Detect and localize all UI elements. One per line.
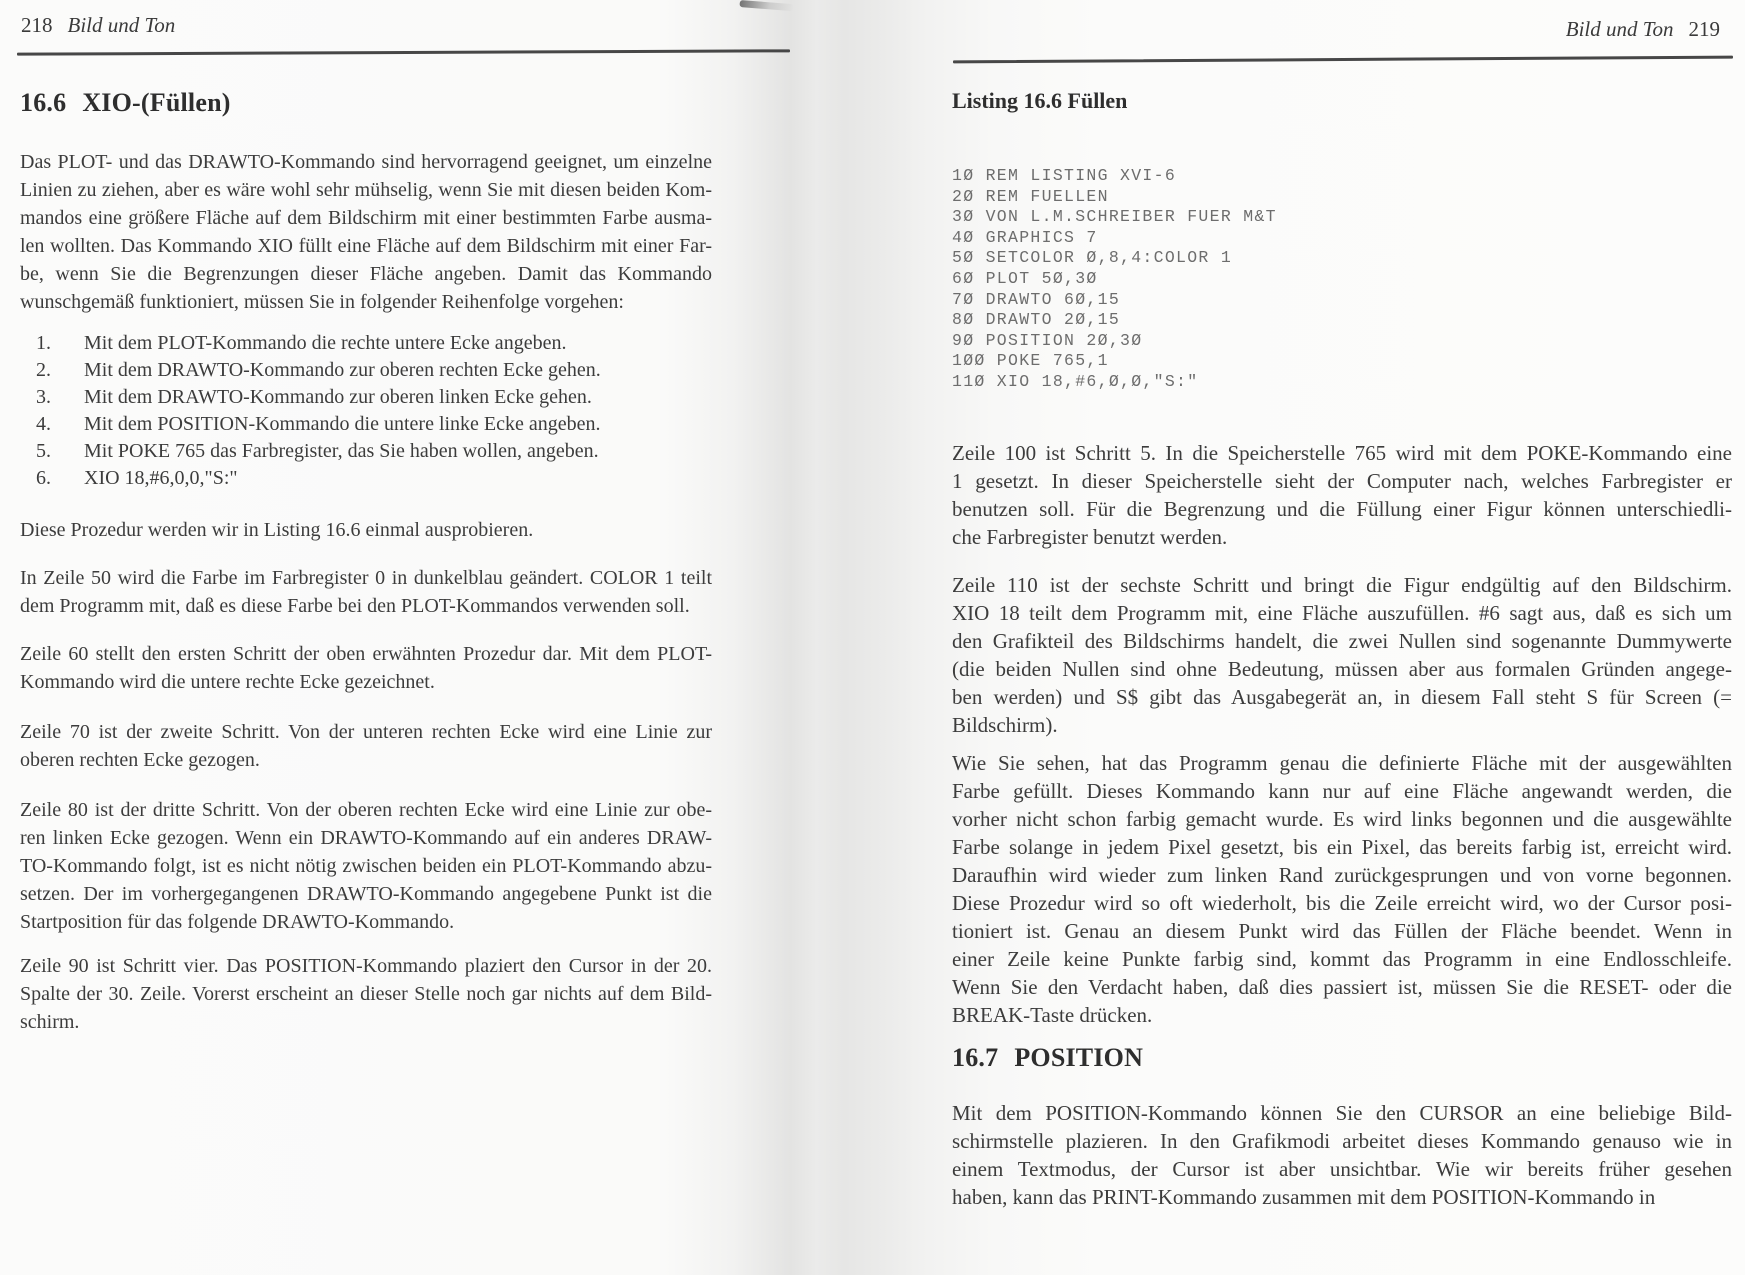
text-line: Zeile 110 ist der sechste Schritt und bringt die Figur endgültig auf den Bildschirm. [952, 572, 1732, 597]
text-line: schirmstelle plazieren. In den Grafikmodi arbeitet dieses Kommando genauso wie in [952, 1128, 1732, 1153]
list-item [20, 357, 712, 384]
text-line: haben, kann das PRINT-Kommando zusammen mit dem POSITION-Kommando in [952, 1184, 1656, 1209]
text-line: XIO 18 teilt dem Programm mit, eine Fläche auszufüllen. #6 sagt aus, daß es sich um [952, 600, 1732, 625]
list-item-number: 6. [36, 467, 51, 489]
text-line: 1ØØ POKE 765,1 [952, 351, 1109, 371]
paragraph-zeile-80 [20, 796, 712, 936]
text-line: wunschgemäß funktioniert, müssen Sie in folgender Reihenfolge vorgehen: [20, 291, 624, 313]
text-line: len wollten. Das Kommando XIO füllt eine Fläche auf dem Bildschirm mit einer Far- [20, 235, 712, 257]
text-line: Daraufhin wird wieder zum linken Rand zurückgesprungen und von vorne begonnen. [952, 862, 1732, 887]
list-item [20, 438, 712, 465]
list-item-text: Mit POKE 765 das Farbregister, das Sie haben wollen, angeben. [84, 440, 599, 462]
text-line: 1Ø REM LISTING XVI-6 [952, 166, 1177, 185]
section-heading-16-7 [952, 1043, 1732, 1073]
text-line: 7Ø DRAWTO 6Ø,15 [952, 289, 1121, 309]
list-item [20, 330, 712, 357]
paragraph-fill-explanation [952, 749, 1732, 1029]
text-line: mandos eine größere Fläche auf dem Bildschirm mit einer bestimmten Farbe ausma- [20, 207, 712, 229]
text-line: 5Ø SETCOLOR Ø,8,4:COLOR 1 [952, 248, 1233, 268]
list-item-number: 1. [36, 332, 51, 354]
right-page-content [952, 88, 1732, 1211]
text-line: (die beiden Nullen sind ohne Bedeutung, müssen aber aus formalen Gründen angege- [952, 656, 1732, 681]
text-line: 11Ø XIO 18,#6,Ø,Ø,"S:" [952, 371, 1199, 391]
text-line: 6Ø PLOT 5Ø,3Ø [952, 268, 1098, 288]
text-line: Startposition für das folgende DRAWTO-Kommando. [20, 911, 455, 933]
list-item-text: Mit dem DRAWTO-Kommando zur oberen linken Ecke gehen. [84, 386, 592, 408]
text-line: ben werden) und S$ gibt das Ausgabegerät an, in diesem Fall steht S für Screen (= [952, 684, 1732, 709]
paragraph-position-intro [952, 1099, 1732, 1211]
section-heading-16-6 [20, 88, 712, 118]
paragraph-listing-note: Diese Prozedur werden wir in Listing 16.6 einmal ausprobieren. [20, 519, 534, 541]
text-line: 1 gesetzt. In dieser Speicherstelle sieht der Computer nach, welches Farbregister er [952, 468, 1732, 493]
list-item [20, 411, 712, 438]
gutter-crease [739, 0, 793, 11]
text-line: Kommando wird die untere rechte Ecke gezeichnet. [20, 671, 435, 693]
text-line: Linien zu ziehen, aber es wäre wohl sehr mühselig, wenn Sie mit diesen beiden Kom- [20, 179, 712, 201]
list-item-text: Mit dem POSITION-Kommando die untere linke Ecke angeben. [84, 413, 601, 435]
paragraph-zeile-50 [20, 564, 712, 620]
text-line: Wenn Sie den Verdacht haben, daß dies passiert ist, müssen Sie die RESET- oder die [952, 974, 1732, 999]
list-item-number: 3. [36, 386, 51, 408]
text-line: den Grafikteil des Bildschirms handelt, die zwei Nullen sind sogenannte Dummywerte [952, 628, 1732, 653]
text-line: Diese Prozedur wird so oft wiederholt, bis die Zeile erreicht wird, wo der Cursor posi- [952, 890, 1732, 915]
steps-list [20, 330, 712, 492]
section-title: XIO-(Füllen) [82, 88, 231, 117]
text-line: Zeile 100 ist Schritt 5. In die Speicherstelle 765 wird mit dem POKE-Kommando eine [952, 440, 1732, 465]
text-line: 9Ø POSITION 2Ø,3Ø [952, 330, 1143, 350]
text-line: dem Programm mit, daß es diese Farbe bei den PLOT-Kommandos verwenden soll. [20, 595, 690, 617]
paragraph-zeile-60 [20, 640, 712, 696]
right-running-title: Bild und Ton [1565, 17, 1674, 41]
text-line: Das PLOT- und das DRAWTO-Kommando sind hervorragend geeignet, um einzelne [20, 151, 712, 173]
section-number: 16.6 [20, 88, 67, 117]
text-line: vorher nicht schon farbig gemacht wurde. Es wird links begonnen und die ausgewählte [952, 806, 1732, 831]
text-line: Zeile 70 ist der zweite Schritt. Von der unteren rechten Ecke wird eine Linie zur [20, 721, 712, 743]
list-item-number: 5. [36, 440, 51, 462]
text-line: 4Ø GRAPHICS 7 [952, 227, 1098, 247]
text-line: Farbe gefüllt. Dieses Kommando kann nur auf eine Fläche angewandt werden, die [952, 778, 1732, 803]
list-item [20, 465, 712, 492]
list-item-text: Mit dem DRAWTO-Kommando zur oberen rechten Ecke gehen. [84, 359, 601, 381]
left-header-rule [17, 49, 790, 55]
text-line: einer Zeile keine Punkte farbig sind, kommt das Programm in eine Endlosschleife. [952, 946, 1732, 971]
text-line: be, wenn Sie die Begrenzungen dieser Fläche angeben. Damit das Kommando [20, 263, 712, 285]
text-line: Farbe solange in jedem Pixel gesetzt, bis ein Pixel, das bereits farbig ist, erreicht wird. [952, 834, 1732, 859]
right-page-header [1566, 17, 1720, 42]
text-line: Spalte der 30. Zeile. Vorerst erscheint an dieser Stelle noch gar nichts auf dem Bild- [20, 983, 712, 1005]
text-line: che Farbregister benutzt werden. [952, 524, 1228, 549]
paragraph-zeile-70 [20, 718, 712, 774]
section-title: POSITION [1014, 1042, 1144, 1072]
text-line: Zeile 90 ist Schritt vier. Das POSITION-Kommando plaziert den Cursor in der 20. [20, 955, 712, 977]
text-line: Bildschirm). [952, 712, 1058, 737]
list-item [20, 384, 712, 411]
text-line: tioniert ist. Genau an diesem Punkt wird das Füllen der Fläche beendet. Wenn in [952, 918, 1732, 943]
list-item-text: XIO 18,#6,0,0,"S:" [84, 467, 238, 489]
text-line: setzen. Der im vorhergegangenen DRAWTO-Kommando angegebene Punkt ist die [20, 883, 712, 905]
paragraph-zeile-90 [20, 952, 712, 1036]
paragraph-zeile-100 [952, 439, 1732, 551]
left-page-header [21, 13, 175, 38]
text-line: ren linken Ecke gezogen. Wenn ein DRAWTO-Kommando auf ein anderes DRAW- [20, 827, 712, 849]
paragraph-zeile-110 [952, 571, 1732, 739]
text-line: In Zeile 50 wird die Farbe im Farbregister 0 in dunkelblau geändert. COLOR 1 teilt [20, 567, 712, 589]
right-page-number: 219 [1688, 17, 1720, 41]
text-line: schirm. [20, 1011, 80, 1033]
code-listing [952, 166, 1732, 393]
paragraph-intro [20, 148, 712, 316]
text-line: Zeile 60 stellt den ersten Schritt der oben erwähnten Prozedur dar. Mit dem PLOT- [20, 643, 712, 665]
left-page-content [20, 88, 712, 1036]
text-line: 3Ø VON L.M.SCHREIBER FUER M&T [952, 207, 1277, 227]
text-line: BREAK-Taste drücken. [952, 1002, 1153, 1027]
text-line: 2Ø REM FUELLEN [952, 186, 1109, 206]
text-line: benutzen soll. Für die Begrenzung und die Füllung einer Figur können unterschiedli- [952, 496, 1732, 521]
text-line: 8Ø DRAWTO 2Ø,15 [952, 310, 1121, 330]
listing-caption: Listing 16.6 Füllen [952, 88, 1128, 113]
text-line: oberen rechten Ecke gezogen. [20, 749, 260, 771]
text-line: Zeile 80 ist der dritte Schritt. Von der oberen rechten Ecke wird eine Linie zur obe- [20, 799, 712, 821]
list-item-number: 2. [36, 359, 51, 381]
text-line: TO-Kommando folgt, ist es nicht nötig zwischen beiden ein PLOT-Kommando abzu- [20, 855, 712, 877]
right-header-rule [953, 56, 1733, 63]
list-item-number: 4. [36, 413, 51, 435]
section-number: 16.7 [952, 1042, 999, 1072]
text-line: Wie Sie sehen, hat das Programm genau die definierte Fläche mit der ausgewählten [952, 750, 1732, 775]
list-item-text: Mit dem PLOT-Kommando die rechte untere Ecke angeben. [84, 332, 567, 354]
text-line: Mit dem POSITION-Kommando können Sie den CURSOR an eine beliebige Bild- [952, 1100, 1732, 1125]
text-line: einem Textmodus, der Cursor ist aber unsichtbar. Wie wir bereits früher gesehen [952, 1156, 1732, 1181]
left-page-number: 218 [21, 13, 53, 37]
left-running-title: Bild und Ton [67, 13, 176, 37]
